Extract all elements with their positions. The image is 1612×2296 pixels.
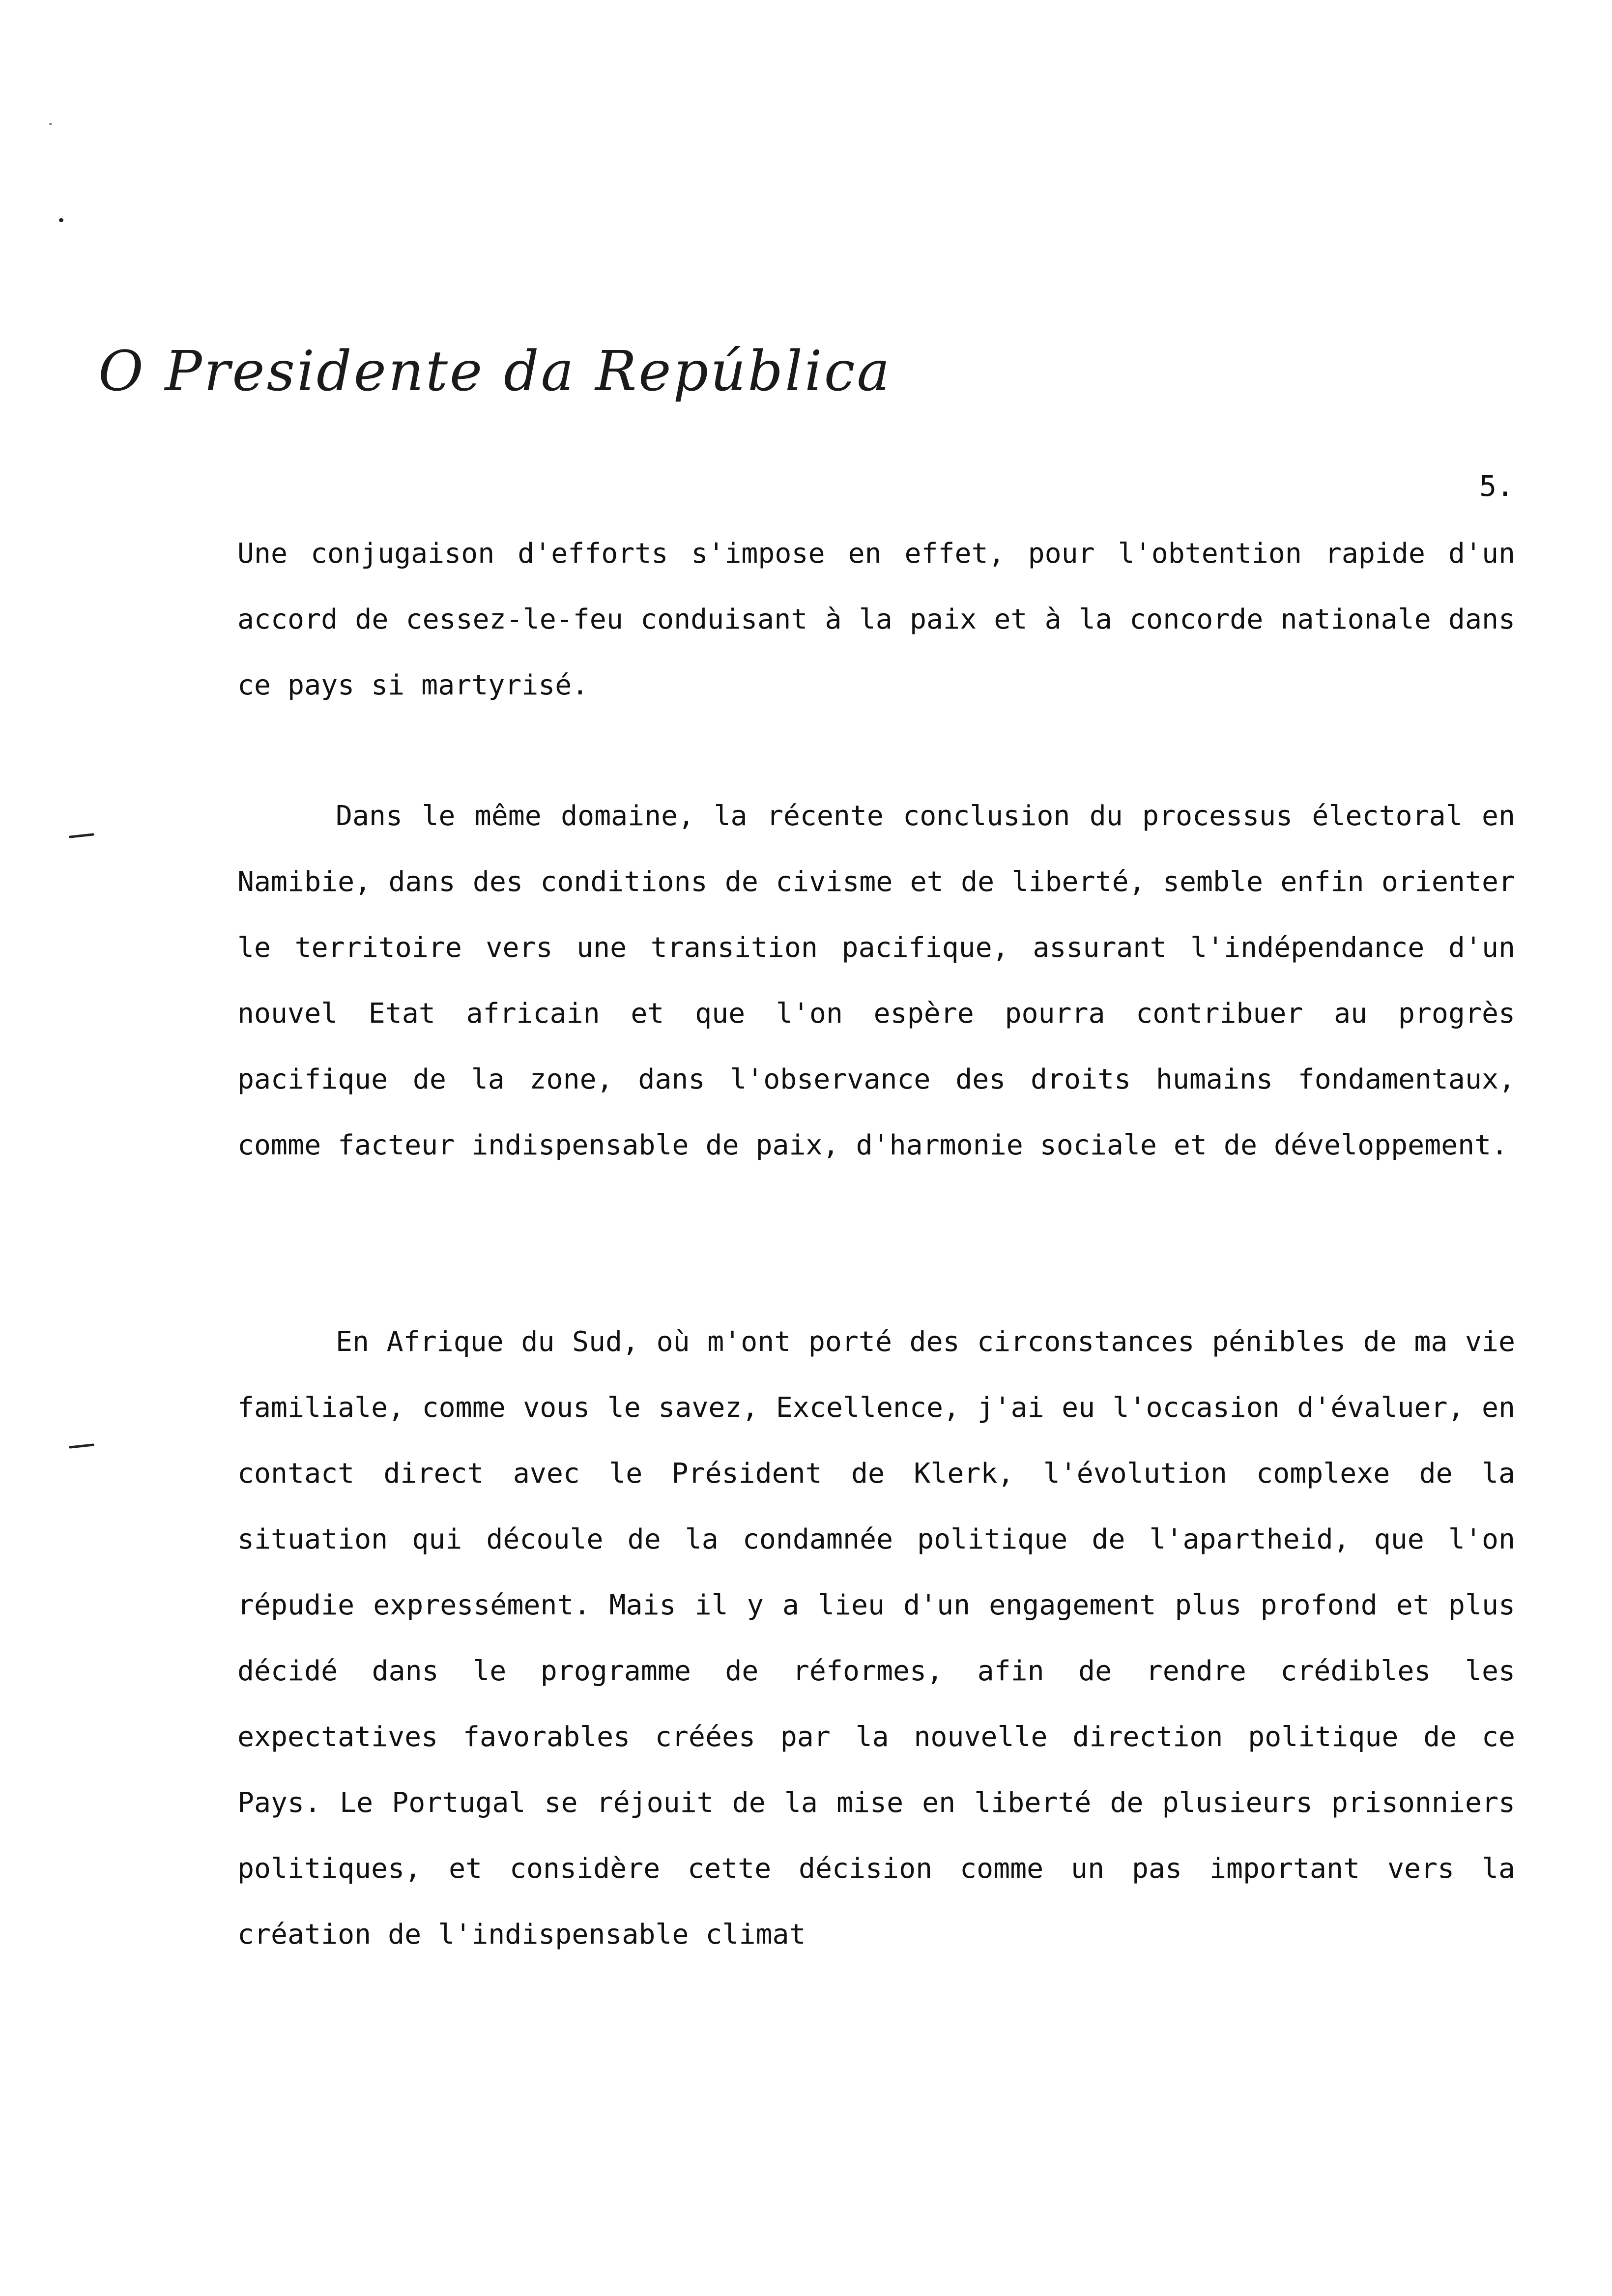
page-number: 5. — [1479, 469, 1514, 503]
paragraph-3: En Afrique du Sud, où m'ont porté des circonstances pénibles de ma vie familiale, comme vous le savez, Excellence, j'ai eu l'occasion d'évaluer, en contact direct avec le Président de Klerk, l'évolution complexe de la situation qui découle de la condamnée politique de l'apartheid, que l'on répudie expressément. Mais il y a lieu d'un engagement plus profond et plus décidé dans le programme de réformes, afin de rendre crédibles les expectatives favorables créées par la nouvelle direction politique de ce Pays. Le Portugal se réjouit de la mise en liberté de plusieurs prisonniers politiques, et considère cette décision comme un pas important vers la création de l'indispensable climat — [237, 1326, 1515, 1951]
paragraph-1: Une conjugaison d'efforts s'impose en effet, pour l'obtention rapide d'un accord de cessez-le-feu conduisant à la paix et à la concorde nationale dans ce pays si martyrisé. — [237, 538, 1515, 701]
margin-dash-mark — [69, 1443, 94, 1448]
paragraph-2: Dans le même domaine, la récente conclusion du processus électoral en Namibie, dans des conditions de civisme et de liberté, semble enfin orienter le territoire vers une transition pacifique, assurant l'indépendance d'un nouvel Etat africain et que l'on espère pourra contribuer au progrès pacifique de la zone, dans l'observance des droits humains fondamentaux, comme facteur indispensable de paix, d'harmonie sociale et de développement. — [237, 800, 1515, 1161]
margin-dot-mark — [59, 218, 63, 222]
letterhead-title: O Presidente da República — [98, 340, 892, 403]
margin-dot-mark — [49, 123, 52, 125]
margin-dash-mark — [69, 833, 94, 838]
